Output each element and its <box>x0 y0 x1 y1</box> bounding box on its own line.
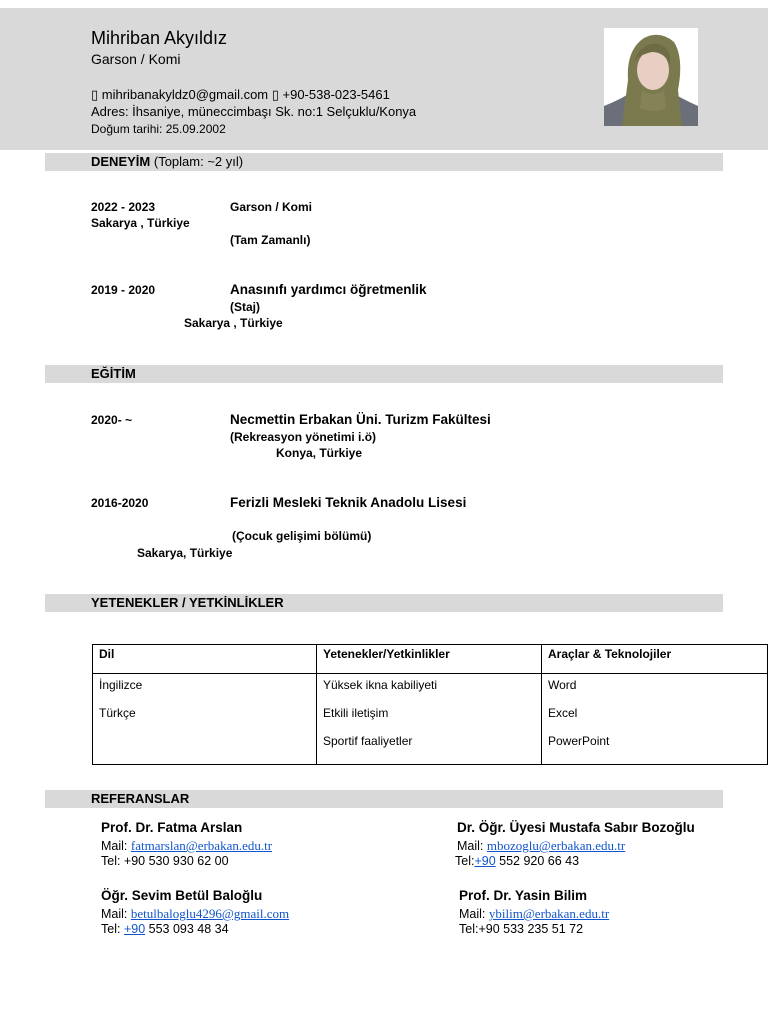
tool-item: PowerPoint <box>548 734 610 748</box>
skills-tools-cell <box>542 674 768 765</box>
language-item: Türkçe <box>99 706 136 720</box>
candidate-name: Mihriban Akyıldız <box>91 28 228 48</box>
reference-2-mail-line <box>457 838 625 854</box>
skills-table <box>92 644 768 765</box>
reference-2-tel-code-link[interactable]: +90 <box>474 854 496 868</box>
reference-4-tel-line <box>459 922 583 936</box>
skills-abilities-cell <box>317 674 542 765</box>
experience-1-location: Sakarya , Türkiye <box>91 216 190 230</box>
skills-table-row <box>93 674 768 765</box>
experience-1-type: (Tam Zamanlı) <box>230 233 311 247</box>
education-section-title: EĞİTİM <box>91 366 136 381</box>
reference-4-mail-link[interactable]: ybilim@erbakan.edu.tr <box>488 906 610 921</box>
experience-title: DENEYİM <box>91 154 151 169</box>
experience-2-years: 2019 - 2020 <box>91 283 156 297</box>
language-item: İngilizce <box>99 678 143 692</box>
reference-4-name: Prof. Dr. Yasin Bilim <box>459 888 588 903</box>
education-2-school: Ferizli Mesleki Teknik Anadolu Lisesi <box>230 495 467 510</box>
experience-1-years: 2022 - 2023 <box>91 200 156 214</box>
experience-2-location: Sakarya , Türkiye <box>184 316 283 330</box>
education-2-years: 2016-2020 <box>91 496 149 510</box>
reference-3-name: Öğr. Sevim Betül Baloğlu <box>101 888 263 903</box>
address-line: Adres: İhsaniye, müneccimbaşı Sk. no:1 Selçuklu/Konya <box>91 104 417 119</box>
reference-4-tel-label: Tel:+90 533 235 51 72 <box>459 922 584 936</box>
experience-2-position: Anasınıfı yardımcı öğretmenlik <box>230 282 427 297</box>
contact-line: ▯ mihribanakyldz0@gmail.com ▯ +90-538-023-5461 <box>91 87 390 102</box>
reference-1-mail-line <box>101 838 272 854</box>
skills-header-tools: Araçlar & Teknolojiler <box>542 645 768 674</box>
reference-2-tel-line <box>455 854 579 868</box>
reference-3-tel-number: 553 093 48 34 <box>145 922 229 936</box>
reference-2-mail-link[interactable]: mbozoglu@erbakan.edu.tr <box>486 838 626 853</box>
language-empty <box>99 734 310 762</box>
ability-item: Etkili iletişim <box>323 706 389 720</box>
education-1-years: 2020- ~ <box>91 413 133 427</box>
education-1-location: Konya, Türkiye <box>276 446 363 460</box>
reference-3-tel-line <box>101 922 229 936</box>
candidate-role: Garson / Komi <box>91 51 181 67</box>
reference-1-mail-label: Mail: <box>101 839 131 853</box>
skills-header-language: Dil <box>93 645 317 674</box>
skills-table-header-row <box>93 645 768 674</box>
birth-date: Doğum tarihi: 25.09.2002 <box>91 122 226 136</box>
education-2-location: Sakarya, Türkiye <box>137 546 233 560</box>
tool-item: Word <box>548 678 577 692</box>
ability-item: Yüksek ikna kabiliyeti <box>323 678 438 692</box>
reference-2-name: Dr. Öğr. Üyesi Mustafa Sabır Bozoğlu <box>457 820 695 835</box>
experience-1-position: Garson / Komi <box>230 200 313 214</box>
profile-photo <box>604 28 698 126</box>
education-section-bar <box>45 365 723 383</box>
skills-section-title: YETENEKLER / YETKİNLİKLER <box>91 595 284 610</box>
reference-3-mail-link[interactable]: betulbaloglu4296@gmail.com <box>130 906 290 921</box>
reference-1-tel-label: Tel: +90 530 930 62 00 <box>101 854 229 868</box>
experience-section-title <box>91 154 243 169</box>
reference-2-mail-label: Mail: <box>457 839 487 853</box>
reference-3-tel-code-link[interactable]: +90 <box>123 922 146 936</box>
skills-language-cell <box>93 674 317 765</box>
ability-item: Sportif faaliyetler <box>323 734 413 748</box>
experience-total: (Toplam: ~2 yıl) <box>153 154 244 169</box>
experience-2-type: (Staj) <box>230 300 260 314</box>
reference-1-mail-link[interactable]: fatmarslan@erbakan.edu.tr <box>130 838 273 853</box>
reference-3-mail-line <box>101 906 289 922</box>
education-1-department: (Rekreasyon yönetimi i.ö) <box>230 430 377 444</box>
reference-3-mail-label: Mail: <box>101 907 131 921</box>
reference-1-name: Prof. Dr. Fatma Arslan <box>101 820 243 835</box>
tool-item: Excel <box>548 706 578 720</box>
skills-header-abilities: Yetenekler/Yetkinlikler <box>317 645 542 674</box>
reference-4-mail-label: Mail: <box>459 907 489 921</box>
reference-3-tel-label: Tel: <box>101 922 124 936</box>
reference-4-mail-line <box>459 906 609 922</box>
reference-1-tel-line <box>101 854 229 868</box>
education-2-department: (Çocuk gelişimi bölümü) <box>232 529 372 543</box>
reference-2-tel-number: 552 920 66 43 <box>495 854 580 868</box>
references-section-title: REFERANSLAR <box>91 791 190 806</box>
education-1-school: Necmettin Erbakan Üni. Turizm Fakültesi <box>230 412 491 427</box>
reference-2-tel-label: Tel: <box>455 854 475 868</box>
